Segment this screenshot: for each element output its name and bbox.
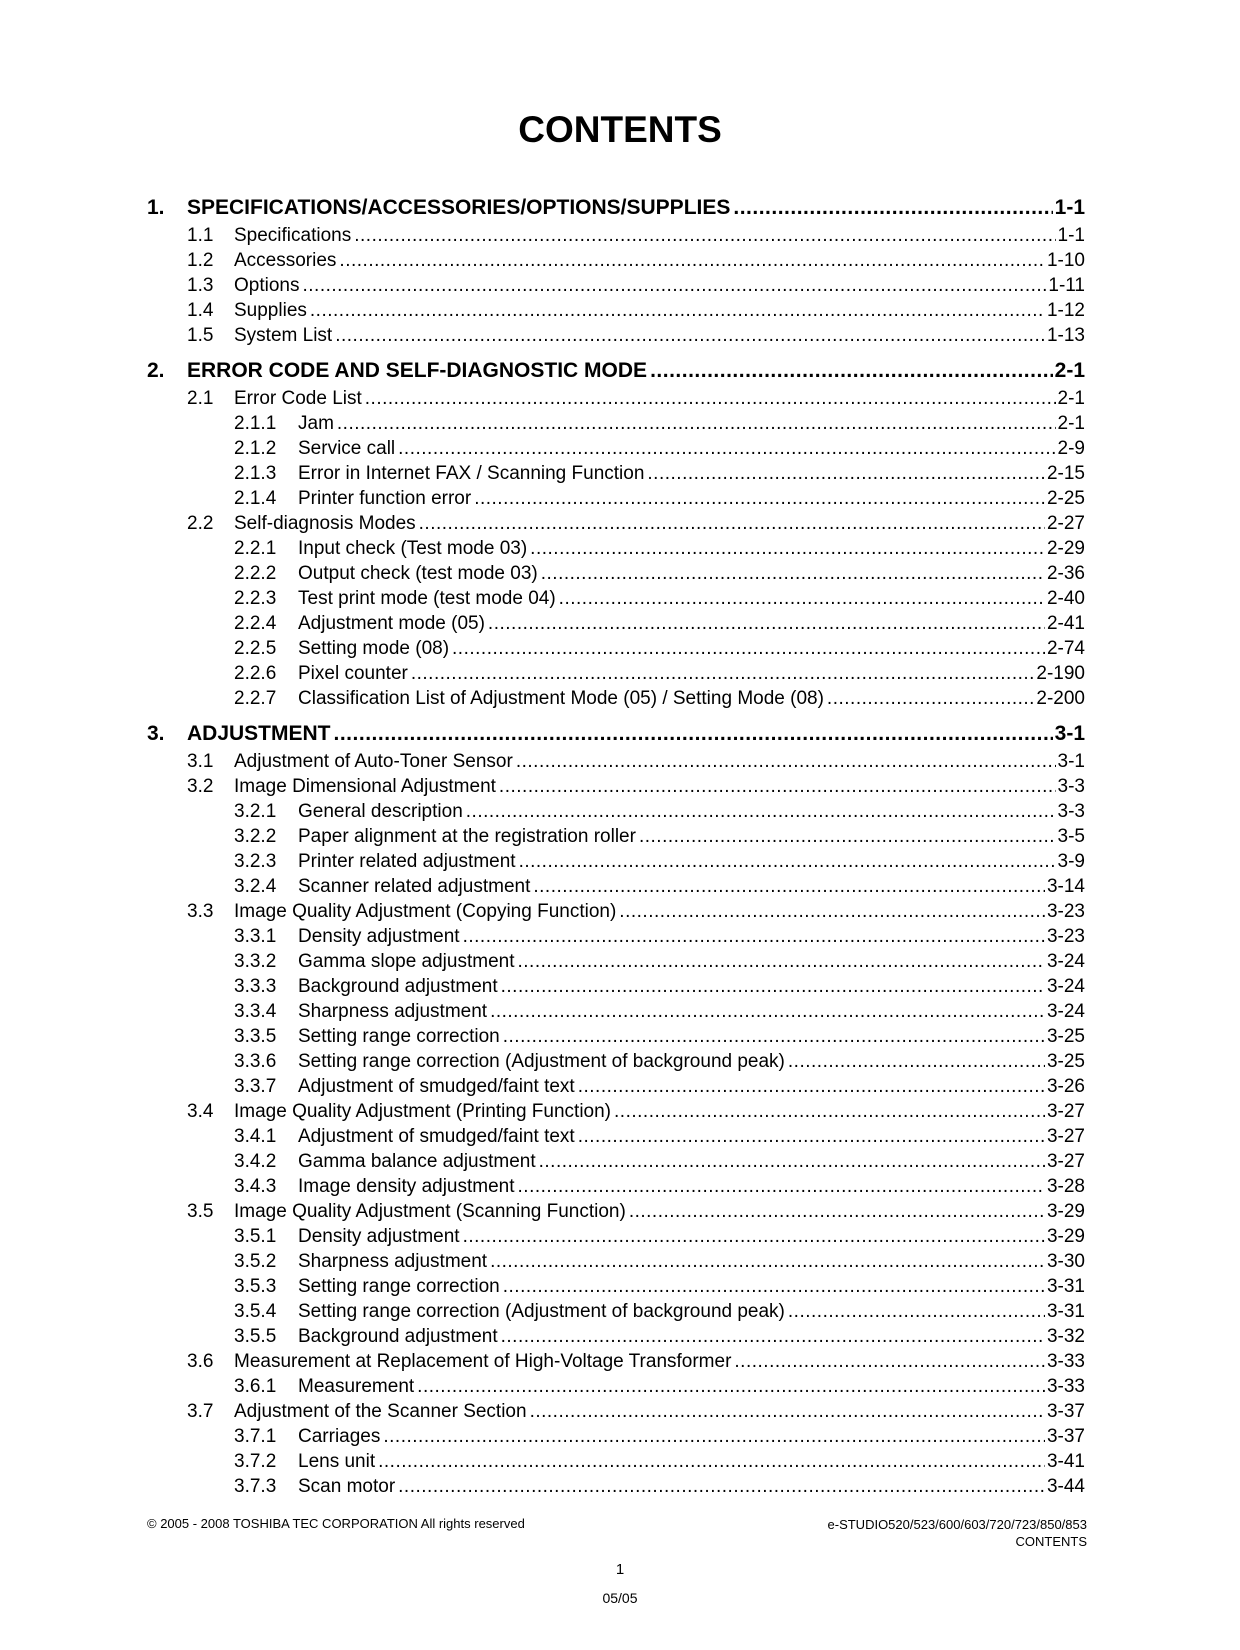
toc-entry [0,826,1240,851]
toc-entry-number: 3.4.2 [234,1151,277,1172]
toc-entry [0,851,1240,876]
toc-dot-leader [499,776,1056,798]
toc-entry [0,751,1240,776]
toc-entry-page: 3-9 [1057,851,1085,872]
toc-entry-number: 3.3.4 [234,1001,277,1022]
toc-entry-page: 3-41 [1046,1451,1085,1472]
toc-entry-page: 3-1 [1054,722,1085,745]
toc-dot-leader [503,1276,1045,1298]
toc-dot-leader [530,538,1045,560]
toc-entry-number: 3.4.1 [234,1126,277,1147]
toc-dot-leader [516,751,1056,773]
toc-entry-page: 3-24 [1046,1001,1085,1022]
toc-entry-number: 3.2.1 [234,801,277,822]
toc-entry-number: 2.1.4 [234,488,277,509]
footer-section: CONTENTS [1015,1534,1087,1549]
toc-entry [0,359,1240,386]
toc-entry-number: 3.2.2 [234,826,277,847]
toc-entry [0,1476,1240,1501]
toc-entry-page: 3-27 [1046,1126,1085,1147]
toc-entry [0,1101,1240,1126]
toc-entry-page: 3-3 [1057,776,1085,797]
toc-entry-title: ERROR CODE AND SELF-DIAGNOSTIC MODE [187,359,648,382]
toc-entry-number: 2.2.2 [234,563,277,584]
toc-entry-number: 3.5.4 [234,1301,277,1322]
toc-entry-title: Image Dimensional Adjustment [234,776,496,797]
toc-dot-leader [647,463,1045,485]
toc-dot-leader [650,359,1053,383]
toc-dot-leader [474,488,1045,510]
toc-entry-page: 3-28 [1046,1176,1085,1197]
toc-entry-number: 2.1.1 [234,413,277,434]
toc-dot-leader [463,1226,1045,1248]
toc-entry-page: 2-1 [1054,359,1085,382]
toc-entry [0,801,1240,826]
toc-entry [0,951,1240,976]
toc-entry-title: Image Quality Adjustment (Scanning Function) [234,1201,626,1222]
toc-dot-leader [733,196,1052,220]
toc-entry-page: 2-190 [1036,663,1085,684]
toc-entry [0,1026,1240,1051]
footer-copyright: © 2005 - 2008 TOSHIBA TEC CORPORATION All rights reserved [147,1516,525,1531]
toc-entry-title: Measurement at Replacement of High-Voltage Transformer [234,1351,732,1372]
page-title: CONTENTS [518,109,722,150]
toc-entry-page: 3-37 [1046,1426,1085,1447]
toc-dot-leader [302,275,1046,297]
toc-entry [0,1376,1240,1401]
toc-entry-title: Accessories [234,250,337,271]
toc-entry-title: Image density adjustment [298,1176,515,1197]
toc-entry-page: 2-41 [1046,613,1085,634]
footer-date-code: 05/05 [602,1590,638,1606]
toc-entry-title: Classification List of Adjustment Mode (05) / Setting Mode (08) [298,688,824,709]
toc-entry-number: 1.3 [187,275,214,296]
toc-entry [0,196,1240,223]
toc-entry [0,1451,1240,1476]
toc-entry [0,776,1240,801]
toc-entry-page: 1-10 [1046,250,1085,271]
toc-entry-number: 2. [147,359,165,382]
toc-dot-leader [488,613,1045,635]
toc-dot-leader [452,638,1045,660]
toc-dot-leader [365,388,1056,410]
toc-dot-leader [466,801,1056,823]
toc-entry-number: 2.2.1 [234,538,277,559]
toc-dot-leader [519,851,1056,873]
toc-entry [0,1226,1240,1251]
toc-dot-leader [398,1476,1045,1498]
toc-entry-page: 3-1 [1057,751,1085,772]
toc-entry-number: 3.3.3 [234,976,277,997]
toc-dot-leader [337,413,1056,435]
toc-dot-leader [619,901,1045,923]
toc-entry-page: 2-25 [1046,488,1085,509]
toc-entry-page: 3-24 [1046,976,1085,997]
toc-entry-number: 2.2.5 [234,638,277,659]
toc-entry-page: 3-31 [1046,1301,1085,1322]
toc-dot-leader [530,1401,1045,1423]
toc-entry [0,926,1240,951]
toc-entry-number: 3.5.3 [234,1276,277,1297]
toc-entry [0,1351,1240,1376]
toc-entry-number: 3.3.6 [234,1051,277,1072]
toc-entry-page: 1-13 [1046,325,1085,346]
toc-dot-leader [417,1376,1045,1398]
toc-entry-number: 3.3 [187,901,214,922]
toc-entry-title: Specifications [234,225,352,246]
toc-entry [0,413,1240,438]
toc-entry-title: Setting range correction [298,1026,500,1047]
toc-entry-title: General description [298,801,463,822]
toc-entry-title: Scan motor [298,1476,396,1497]
toc-entry [0,563,1240,588]
toc-dot-leader [559,588,1045,610]
toc-entry-title: Scanner related adjustment [298,876,531,897]
toc-entry [0,463,1240,488]
toc-dot-leader [354,225,1055,247]
toc-entry-title: Printer function error [298,488,472,509]
toc-entry [0,300,1240,325]
toc-entry [0,1251,1240,1276]
toc-dot-leader [378,1451,1045,1473]
toc-entry [0,538,1240,563]
toc-entry [0,722,1240,749]
toc-dot-leader [788,1301,1045,1323]
toc-entry [0,325,1240,350]
toc-entry-page: 3-27 [1046,1151,1085,1172]
footer-page-number: 1 [615,1561,625,1578]
toc-entry-page: 3-3 [1057,801,1085,822]
toc-entry-title: Density adjustment [298,926,460,947]
toc-entry-title: Error Code List [234,388,362,409]
toc-entry-number: 3.2.4 [234,876,277,897]
toc-entry-page: 2-15 [1046,463,1085,484]
toc-entry-page: 2-200 [1036,688,1085,709]
toc-dot-leader [629,1201,1045,1223]
toc-entry-title: Supplies [234,300,307,321]
toc-entry-number: 3.1 [187,751,214,772]
toc-dot-leader [383,1426,1045,1448]
toc-entry-page: 1-12 [1046,300,1085,321]
toc-entry-page: 3-23 [1046,901,1085,922]
toc-entry-number: 2.2.3 [234,588,277,609]
toc-entry-title: Gamma slope adjustment [298,951,515,972]
toc-entry-title: Pixel counter [298,663,408,684]
toc-dot-leader [398,438,1055,460]
toc-dot-leader [463,926,1045,948]
toc-entry-number: 3.3.5 [234,1026,277,1047]
toc-entry [0,513,1240,538]
toc-entry-page: 3-23 [1046,926,1085,947]
toc-entry-number: 3.5.2 [234,1251,277,1272]
toc-entry-page: 3-14 [1046,876,1085,897]
toc-dot-leader [518,1176,1045,1198]
toc-dot-leader [411,663,1035,685]
toc-entry-page: 3-29 [1046,1201,1085,1222]
toc-dot-leader [578,1076,1045,1098]
toc-entry-title: Carriages [298,1426,381,1447]
toc-entry [0,1151,1240,1176]
toc-dot-leader [490,1001,1045,1023]
toc-entry-title: Options [234,275,300,296]
toc-entry-title: Setting range correction [298,1276,500,1297]
toc-entry [0,588,1240,613]
toc-entry-page: 2-27 [1046,513,1085,534]
toc-entry-number: 3.5.1 [234,1226,277,1247]
toc-entry-page: 3-25 [1046,1051,1085,1072]
toc-entry-page: 3-5 [1057,826,1085,847]
footer-model: e-STUDIO520/523/600/603/720/723/850/853 [827,1517,1087,1532]
toc-entry [0,1051,1240,1076]
toc-entry-page: 3-24 [1046,951,1085,972]
toc-entry [0,976,1240,1001]
toc-entry-title: Setting range correction (Adjustment of background peak) [298,1051,785,1072]
toc-entry [0,1076,1240,1101]
toc-entry [0,488,1240,513]
toc-entry-title: Density adjustment [298,1226,460,1247]
toc-entry-page: 3-26 [1046,1076,1085,1097]
toc-entry [0,638,1240,663]
toc-entry-title: Adjustment mode (05) [298,613,485,634]
toc-entry-number: 1.5 [187,325,214,346]
toc-dot-leader [310,300,1045,322]
toc-entry-page: 2-74 [1046,638,1085,659]
toc-entry-number: 2.1.2 [234,438,277,459]
toc-entry-page: 3-29 [1046,1226,1085,1247]
toc-entry-page: 1-11 [1048,275,1085,296]
toc-entry-title: Service call [298,438,396,459]
toc-entry-title: Measurement [298,1376,415,1397]
toc-dot-leader [518,951,1045,973]
toc-entry-title: Lens unit [298,1451,376,1472]
toc-dot-leader [614,1101,1045,1123]
toc-dot-leader [578,1126,1045,1148]
toc-entry-title: Background adjustment [298,1326,498,1347]
toc-entry-title: ADJUSTMENT [187,722,331,745]
toc-entry-title: Paper alignment at the registration roller [298,826,636,847]
toc-entry [0,1426,1240,1451]
toc-entry [0,1276,1240,1301]
toc-entry-number: 3.5.5 [234,1326,277,1347]
toc-entry-page: 3-33 [1046,1376,1085,1397]
toc-entry-title: Sharpness adjustment [298,1251,488,1272]
toc-entry [0,876,1240,901]
toc-entry-page: 2-29 [1046,538,1085,559]
toc-entry-title: SPECIFICATIONS/ACCESSORIES/OPTIONS/SUPPLIES [187,196,731,219]
toc-entry-number: 1.1 [187,225,214,246]
toc-entry [0,250,1240,275]
toc-entry-number: 3.2.3 [234,851,277,872]
toc-entry-number: 2.1 [187,388,214,409]
toc-entry-number: 2.2.7 [234,688,277,709]
toc-dot-leader [541,563,1045,585]
toc-entry-title: Test print mode (test mode 04) [298,588,556,609]
toc-entry-number: 3.7.1 [234,1426,277,1447]
toc-entry [0,1201,1240,1226]
toc-dot-leader [501,1326,1045,1348]
toc-dot-leader [503,1026,1045,1048]
toc-entry-number: 3.3.7 [234,1076,277,1097]
toc-entry-title: Setting mode (08) [298,638,450,659]
toc-dot-leader [501,976,1045,998]
toc-entry [0,225,1240,250]
toc-entry-title: Adjustment of the Scanner Section [234,1401,527,1422]
toc-entry-title: Input check (Test mode 03) [298,538,528,559]
toc-entry-title: Image Quality Adjustment (Printing Function) [234,1101,612,1122]
toc-entry-title: Gamma balance adjustment [298,1151,536,1172]
toc-entry-title: Jam [298,413,334,434]
toc-entry [0,613,1240,638]
toc-entry-number: 2.2.6 [234,663,277,684]
toc-dot-leader [334,722,1053,746]
toc-entry-page: 3-30 [1046,1251,1085,1272]
toc-entry [0,438,1240,463]
toc-entry-number: 3.4.3 [234,1176,277,1197]
toc-entry-title: Adjustment of smudged/faint text [298,1076,575,1097]
toc-entry-number: 2.2.4 [234,613,277,634]
toc-entry-page: 3-44 [1046,1476,1085,1497]
toc-entry-number: 1.4 [187,300,214,321]
toc-dot-leader [419,513,1045,535]
toc-dot-leader [490,1251,1045,1273]
toc-entry [0,1401,1240,1426]
toc-entry-number: 3. [147,722,165,745]
footer-model-info [828,1516,1087,1550]
toc-dot-leader [734,1351,1045,1373]
toc-entry-title: Background adjustment [298,976,498,997]
toc-entry-title: Error in Internet FAX / Scanning Function [298,463,645,484]
toc-entry-number: 3.3.2 [234,951,277,972]
toc-entry-title: Printer related adjustment [298,851,516,872]
toc-entry [0,663,1240,688]
toc-entry [0,1326,1240,1351]
toc-entry-number: 3.5 [187,1201,214,1222]
toc-entry-number: 1. [147,196,165,219]
toc-entry-title: System List [234,325,333,346]
toc-entry-number: 3.6.1 [234,1376,277,1397]
toc-entry-title: Setting range correction (Adjustment of background peak) [298,1301,785,1322]
toc-entry-title: Sharpness adjustment [298,1001,488,1022]
toc-entry-number: 3.7.3 [234,1476,277,1497]
toc-entry-page: 2-36 [1046,563,1085,584]
toc-dot-leader [827,688,1034,710]
toc-entry-title: Adjustment of Auto-Toner Sensor [234,751,513,772]
toc-entry [0,901,1240,926]
table-of-contents [0,196,1240,1501]
toc-entry-number: 3.2 [187,776,214,797]
toc-entry-number: 2.2 [187,513,214,534]
toc-entry-page: 2-9 [1057,438,1085,459]
toc-entry-number: 3.4 [187,1101,214,1122]
toc-entry-number: 3.7 [187,1401,214,1422]
toc-entry [0,688,1240,713]
toc-entry [0,1301,1240,1326]
toc-entry-page: 3-31 [1046,1276,1085,1297]
toc-entry-title: Image Quality Adjustment (Copying Function) [234,901,617,922]
toc-entry-page: 3-37 [1046,1401,1085,1422]
toc-entry [0,1001,1240,1026]
toc-entry-number: 3.3.1 [234,926,277,947]
toc-dot-leader [639,826,1056,848]
toc-entry-page: 1-1 [1057,225,1085,246]
toc-dot-leader [533,876,1045,898]
toc-entry-title: Self-diagnosis Modes [234,513,416,534]
toc-entry-title: Adjustment of smudged/faint text [298,1126,575,1147]
toc-entry-page: 3-25 [1046,1026,1085,1047]
toc-entry-number: 2.1.3 [234,463,277,484]
toc-entry [0,1126,1240,1151]
toc-dot-leader [539,1151,1045,1173]
toc-entry-page: 2-1 [1057,388,1085,409]
toc-entry-number: 3.7.2 [234,1451,277,1472]
toc-entry [0,1176,1240,1201]
toc-entry-page: 2-1 [1057,413,1085,434]
toc-dot-leader [788,1051,1045,1073]
toc-entry-page: 3-32 [1046,1326,1085,1347]
toc-entry-page: 2-40 [1046,588,1085,609]
toc-entry-title: Output check (test mode 03) [298,563,538,584]
toc-entry [0,388,1240,413]
toc-entry-page: 1-1 [1054,196,1085,219]
toc-dot-leader [339,250,1045,272]
toc-entry-number: 1.2 [187,250,214,271]
toc-entry-page: 3-27 [1046,1101,1085,1122]
toc-entry [0,275,1240,300]
toc-dot-leader [335,325,1045,347]
toc-entry-number: 3.6 [187,1351,214,1372]
toc-entry-page: 3-33 [1046,1351,1085,1372]
